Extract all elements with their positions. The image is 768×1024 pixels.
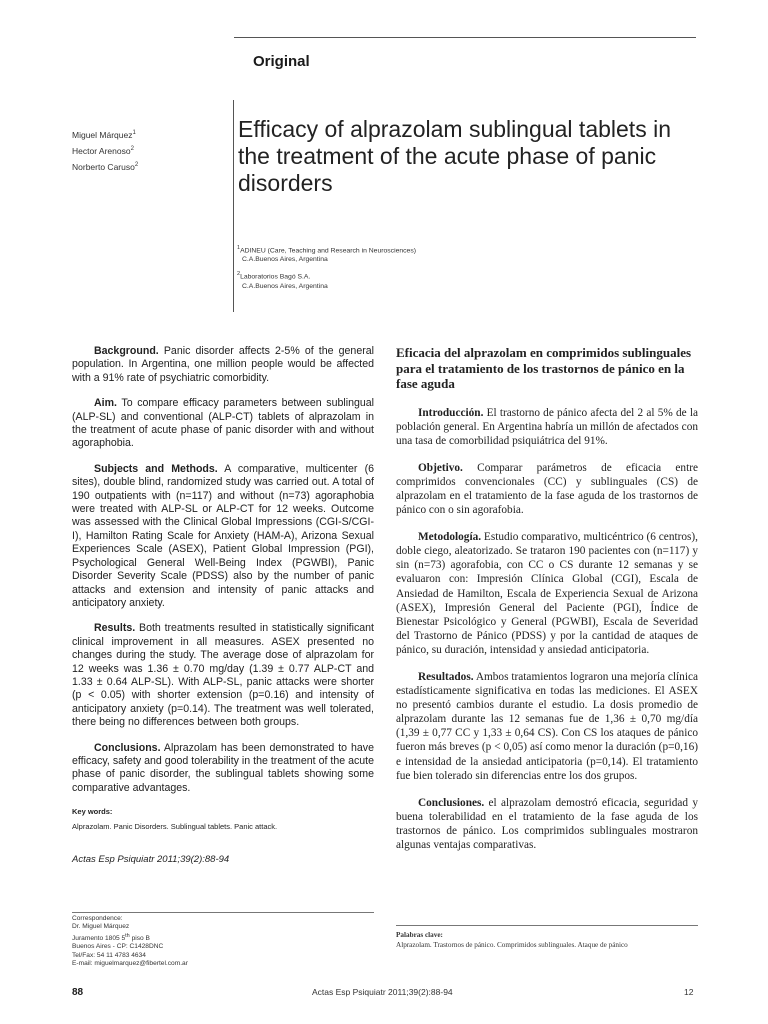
keywords-label: Key words: <box>72 807 113 817</box>
abstract-aim: Aim. To compare efficacy parameters between sublingual (ALP-SL) and conventional (ALP-CT) tablets of alprazolam in the treatment of acute phase of panic disorder with and without agoraphobia. <box>72 397 374 450</box>
abstract-results: Results. Both treatments resulted in statistically significant clinical improvement in all measures. ASEX presented no changes during the study. The average dose of alprazolam for 12 weeks was 1.36 ± 0.70 mg/day (1.39 ± 0.77 ALP-CT and 1.33 ± 0.64 ALP-SL). With ALP-SL, panic attacks were shorter (p < 0.05) with shorter extension (p=0.16) and intensity of anticipatory anxiety (p=0.14). The treatment was well tolerated, there being no differences between both groups. <box>72 622 374 729</box>
author: Miguel Márquez$^1$ <box>72 129 136 140</box>
author-list <box>72 126 138 173</box>
spanish-keywords-block <box>396 930 628 950</box>
title-divider <box>233 100 234 312</box>
spanish-keywords-divider <box>396 925 698 926</box>
author: Norberto Caruso$^2$ <box>72 161 139 172</box>
article-title: Efficacy of alprazolam sublingual tablets in the treatment of the acute phase of panic disorders <box>238 116 671 196</box>
abstract-methods: Subjects and Methods. A comparative, multicenter (6 sites), double blind, randomized study was carried out. A total of 190 outpatients with (n=117) and without (n=73) agoraphobia were treated with ALP-SL or ALP-CT for 12 weeks. Outcome was assessed with the Clinical Global Impressions (CGI-S/CGI-I), Hamilton Rating Scale for Anxiety (HAM-A), Arizona Sexual Experiences Scale (ASEX), Patient Global Impression (PGI), Psychological General Well-Being Index (PGWBI), Panic Disorder Severity Scale (PDSS) also by the number of panic attacks and extension and intensity of panic attacks and anticipatory anxiety. <box>72 462 374 609</box>
top-rule <box>234 37 696 38</box>
footer-journal: Actas Esp Psiquiatr 2011;39(2):88-94 <box>312 987 453 997</box>
keywords: Alprazolam. Panic Disorders. Sublingual tablets. Panic attack. <box>72 821 278 831</box>
section-label: Original <box>253 53 310 70</box>
abstract-background: Background. Panic disorder affects 2-5% of the general population. In Argentina, one million people would be affected with a 91% rate of psychiatric comorbidity. <box>72 345 374 384</box>
affiliation: $^2$Laboratorios Bagó S.A. C.A.Buenos Aires, Argentina <box>237 271 328 290</box>
resumen-objetivo: Objetivo. Comparar parámetros de eficacia entre comprimidos convencionales (CC) y sublinguales (CS) de alprazolam en el tratamiento de la fase aguda de los trastornos de pánico con o sin agorafobia. <box>396 461 698 517</box>
spanish-title: Eficacia del alprazolam en comprimidos sublinguales para el tratamiento de los trastornos de pánico en la fase aguda <box>396 345 692 391</box>
page-number: 88 <box>72 987 84 998</box>
correspondence: Correspondence: Dr. Miguel Márquez Juramento 1805 5th piso B Buenos Aires - CP: C1428DNC Tel/Fax: 54 11 4783 4634 E-mail: miguelmarquez@fibertel.com.ar <box>72 915 188 968</box>
resumen-metodologia: Metodología. Estudio comparativo, multicéntrico (6 centros), doble ciego, aleatorizado. Se trataron 190 pacientes con (n=117) y sin (n=73) agorafobia, con CC o CS durante 12 semanas y se evaluaron con: Impresión Clínica Global (CGI), Escala de Ansiedad de Hamilton, Escala de Experiencia Sexual de Arizona (ASEX), Impresión General del Paciente (PGI), Índice de Bienestar Psicológico y General (PGWBI), Escala de Severidad del Trastorno de Pánico (PDSS) y por la cantidad de ataques de pánico, su duración, intensidad y ansiedad anticipatoria. <box>396 531 698 656</box>
author: Hector Arenoso$^2$ <box>72 145 134 156</box>
spanish-abstract <box>396 345 698 865</box>
english-abstract <box>72 345 374 866</box>
affiliations <box>237 244 416 297</box>
resumen-conclusiones: Conclusiones. el alprazolam demostró eficacia, seguridad y buena tolerabilidad en el tratamiento de la fase aguda de los trastornos de pánico. Los comprimidos sublinguales mostraron algunas ventajas comparativas. <box>396 796 698 852</box>
resumen-introduccion: Introducción. El trastorno de pánico afecta del 2 al 5% de la población general. En Argentina habría un millón de afectados con una tasa de comorbilidad psiquiátrica del 91%. <box>396 406 698 447</box>
resumen-resultados: Resultados. Ambos tratamientos lograron una mejoría clínica estadísticamente significativa en todas las mediciones. El ASEX no presentó cambios durante el estudio. La dosis promedio de alprazolam durante las 12 semanas fue de 1,36 ± 0,70 mg/día (1,39 ± 0,77 CC y 1,33 ± 0,64 CS). Con CS los ataques de pánico fueron más breves (p < 0,05) así como menor la duración (p=0,16) e intensidad de la ansiedad anticipatoria (p=0,14). El tratamiento fue bien tolerado sin diferencias entre los dos grupos. <box>396 671 698 782</box>
abstract-conclusions: Conclusions. Alprazolam has been demonstrated to have efficacy, safety and good tolerability in the treatment of the acute phase of panic disorder, the sublingual tablets showing some comparative advantages. <box>72 741 374 794</box>
email-link[interactable]: E-mail: miguelmarquez@fibertel.com.ar <box>72 960 188 968</box>
spanish-keywords-label: Palabras clave: <box>396 931 443 939</box>
correspondence-divider <box>72 912 374 913</box>
spanish-keywords: Alprazolam. Trastornos de pánico. Comprimidos sublinguales. Ataque de pánico <box>396 941 628 949</box>
affiliation: $^1$ADINEU (Care, Teaching and Research in Neurosciences) C.A.Buenos Aires, Argentina <box>237 245 416 264</box>
footer-number: 12 <box>684 987 694 997</box>
citation: Actas Esp Psiquiatr 2011;39(2):88-94 <box>72 854 230 865</box>
